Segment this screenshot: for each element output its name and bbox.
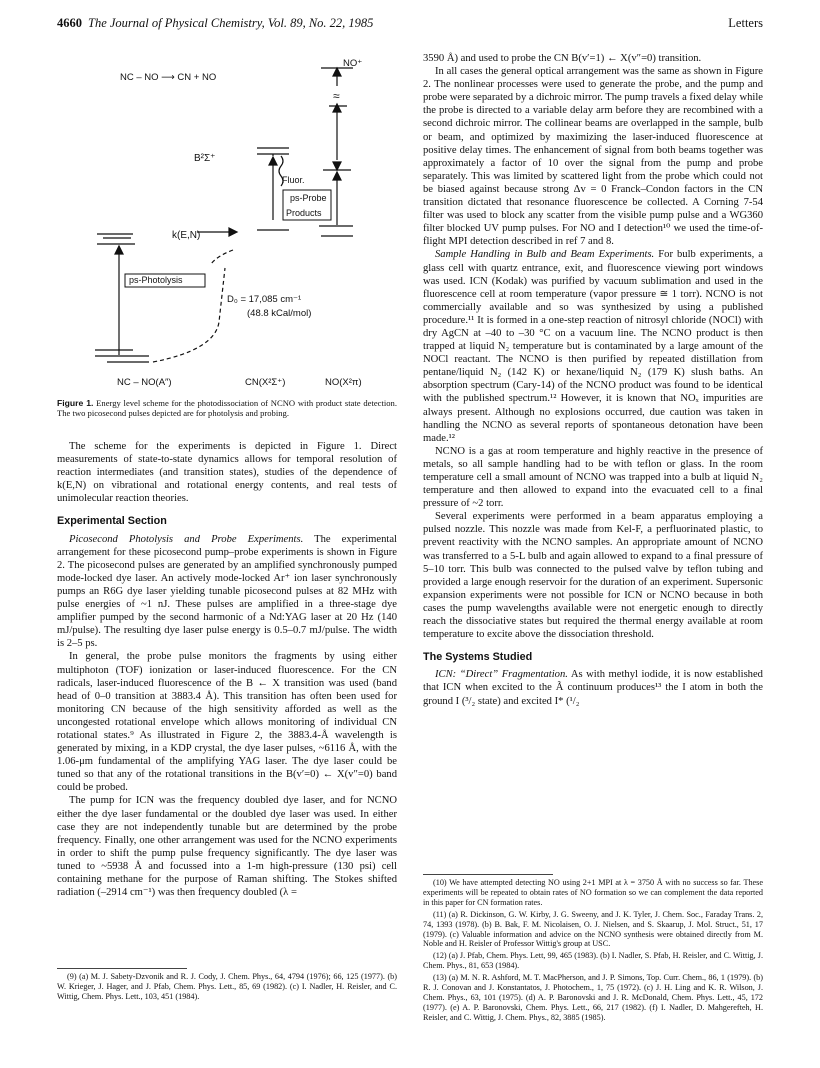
reaction-label: NC – NO ⟶ CN + NO [120,72,217,83]
section-heading-experimental: Experimental Section [57,515,167,528]
arrow-up-icon [333,68,341,76]
paragraph: The scheme for the experiments is depicted in Figure 1. Direct measurements of state-to-state dynamics allows for temporal resolution of reaction intermediates (and transition states), studies of the dependence of k(E,N) on vibrational and rotational energy contents, and real tests of unimolecular reaction theories. [57,441,397,505]
footnote: (13) (a) M. N. R. Ashford, M. T. MacPherson, and J. P. Simons, Top. Curr. Chem., 86, 1 (1979). (b) R. J. Conovan and J. Konstantatos, J. Photochem., 1, 75 (1972). (c) J. H. Ling and K. R. Wilson, J. Chem. Phys., 63, 101 (1975). (d) A. P. Baronovski and J. R. McDonald, Chem. Phys. Lett., 45, 172 (1977). (e) A. P. Baronovski, Chem. Phys. Lett., 66, 217 (1982). (f) I. Nadler, D. Mahgerefteh, H. Reisler, and C. Wittig, J. Chem. Phys., 82, 3885 (1985). [423,973,763,1022]
axis-break-symbol: ≈ [333,89,340,103]
journal-name: The Journal of Physical Chemistry, Vol. 89, No. 22, 1985 [88,16,374,30]
footnotes-left [57,972,397,1004]
fluor-label: Fluor. [282,175,305,185]
caption-text: Energy level scheme for the photodissociation of NCNO with product state detection. The two picosecond pulses depicted are for photolysis and probing. [57,398,397,419]
paragraph: ICN: “Direct” Fragmentation. As with methyl iodide, it is now established that ICN when excited to the Ã continuum produces¹³ the I atom in both the ground I (³/₂ state) and excited I* (¹/₂ [423,669,763,707]
subsection-title: ICN: “Direct” Fragmentation. [435,669,568,681]
journal-citation [57,16,373,31]
paragraph: Picosecond Photolysis and Probe Experiments. The experimental arrangement for these picosecond pump–probe experiments is shown in Figure 2. The picosecond pulses are generated by an amplified synchronously pumped mode-locked dye laser. An actively mode-locked Ar⁺ ion laser synchronously pumps an R6G dye laser yielding tunable picosecond pulses at 82 MHz with pulse energies of ~1 nJ. These pulses are amplified in a three-stage dye amplifier pumped by the second harmonic of a Nd:YAG laser at 20 Hz (140 mJ/pulse). The resulting dye laser pulse energy is 0.5–0.7 mJ/pulse. The width is 2–5 ps. [57,533,397,650]
b-state-label: B²Σ⁺ [194,153,216,164]
d0-label: D₀ = 17,085 cm⁻¹ [227,294,302,305]
section-label: Letters [728,16,763,30]
section-heading-systems: The Systems Studied [423,651,533,664]
fluorescence-squiggle [279,156,283,186]
footnote: (11) (a) R. Dickinson, G. W. Kirby, J. G. Sweeny, and J. K. Tyler, J. Chem. Soc., Faraday Trans. 2, 74, 1393 (1978). (b) B. Bak, F. M. Nicolaisen, O. J. Nielsen, and S. Skaarup, J. Mol. Struct., 51, 17 (1979). (c) Valuable information and advice on the NCNO synthesis were obtained directly from M. Noble and H. Reisler of Professor Wittig's group at USC. [423,909,763,949]
k-label: k(E,N) [172,230,201,241]
ps-probe-label: ps-Probe [290,193,327,203]
footnotes-right [423,878,763,1025]
products-label: Products [286,208,322,218]
page-number: 4660 [57,16,82,30]
paragraph: In general, the probe pulse monitors the fragments by using either multiphoton (TOF) ionization or laser-induced fluorescence. For the CN radicals, laser-induced fluorescence of the B ← X transition was used (band head of 0–0 transition at 3883.4 Å). This transition has often been used for monitoring CN because of the high sensitivity afforded as well as the uncongested rotational envelope which allows monitoring of individual CN rotational states.⁹ As illustrated in Figure 2, the 3883.4-Å wavelength is generated by mixing, in a KDP crystal, the dye laser pulses, ~6116 Å, with the 1.06-μm fundamental of the amplifying YAG laser. The dye laser could be tuned so that any of the rotational transitions in the B(v′=0) ← X(v″=0) band could be probed. [57,651,397,794]
figure-caption [57,398,397,418]
paragraph: NCNO is a gas at room temperature and highly reactive in the presence of metals, so all sample handling had to be with teflon or glass. In the room temperature cell a small amount of NCNO was trapped into a bulb at liquid N₂ temperature and then allowed to expand into the evacuated cell to a final pressure of ~2 torr. [423,445,763,510]
energy-level-diagram [57,50,397,395]
caption-label: Figure 1. [57,398,94,408]
paragraph: The pump for ICN was the frequency doubled dye laser, and for NCNO either the dye laser fundamental or the doubled dye laser was used. In either case they are not independently tunable but are determined by the probe frequency. Finally, one other arrangement was used for the NCNO experiments in order to shift the pump pulse frequency significantly. The dye laser was tuned to ~5938 Å and focussed into a 1-m high-pressure (130 psi) cell containing methane for the purpose of Raman shifting. The Stokes shifted radiation (–2914 cm⁻¹) was then frequency doubled (λ = [57,795,397,899]
right-column [423,52,763,708]
state-label-cn: CN(X²Σ⁺) [245,377,286,388]
subsection-title: Picosecond Photolysis and Probe Experiments. [69,533,304,545]
footnote: (12) (a) J. Pfab, Chem. Phys. Lett, 99, 465 (1983). (b) I. Nadler, S. Pfab, H. Reisler, and C. Wittig, J. Chem. Phys., 81, 653 (1984). [423,951,763,971]
footnote-rule [57,968,187,969]
state-label-no: NO(X²π) [325,377,362,388]
footnote-rule [423,874,553,875]
no-plus-label: NO⁺ [343,58,363,69]
paragraph: Sample Handling in Bulb and Beam Experiments. For bulb experiments, a glass cell with quartz entrance, exit, and fluorescence viewing port windows was used. ICN (Kodak) was purified by vacuum sublimation and used in the fluorescence cell at room temperature (vapor pressure ≅ 1 torr). NCNO is not commercially available and so was synthesized by using a published procedure.¹¹ It is formed in a one-step reaction of nitrosyl chloride (NOCl) with dry AgCN at –40 to –30 °C on a vacuum line. The NCNO product is then trapped at liquid N₂ temperature but is contaminated by a large amount of the NOCl reactant. The NCNO is then purified by repeated distillation from pentane/liquid N₂ (142 K) or hexane/liquid N₂ (179 K) slush baths. An absorption spectrum (Cary-14) of the NCNO product was found to be identical with the published spectrum.¹² However, it is known that NOₓ impurities are always present. Although no explosions occurred, due caution was taken in handling the NCNO as several reports of spontaneous detonation have been made.¹² [423,249,763,444]
d0-kcal-label: (48.8 kCal/mol) [247,308,312,319]
ps-photolysis-label: ps-Photolysis [129,275,183,285]
paragraph: Several experiments were performed in a beam apparatus employing a pulsed nozzle. This nozzle was made from Kel-F, a perfluorinated plastic, to prevent reactivity with the NCNO samples. An appropriate amount of NCNO was transferred to a 5-L bulb and again allowed to expand to a final pressure of 5–10 torr. This bulb was connected to the pulsed valve by teflon tubing and provided a large enough reservoir for the duration of an experiment. Supersonic expansion experiments were not possible for ICN or NCNO because in both cases the pump wavelengths available were not energetic enough to directly reach the dissociative states but required the thermal energy available at room temperature to excite above the dissociation threshold. [423,511,763,641]
state-label-ncno: NC – NO(A″) [117,377,172,388]
running-header [57,16,763,34]
footnote: (10) We have attempted detecting NO using 2+1 MPI at λ = 3750 Å with no success so far. These experiments will be repeated to obtain rates of NO formation so we can complement the data reported in this paper for CN formation rates. [423,878,763,907]
left-column [57,440,397,899]
paragraph: In all cases the general optical arrangement was the same as shown in Figure 2. The nonlinear processes were used to generate the probe, and the pump and probe were separated by a dichroic mirror. The pump travels a fixed delay while the probe is directed to a variable delay arm before they are recombined with a second dichroic mirror. The collinear beams are overlapped in the sample, bulb or beam, and optimized by maximizing the laser-induced fluorescence at positive delay times. The enhancement of signal from both beams together was approximately a factor of 10 over the signal from the pump and probe separately. This was limited by scattered light from the probe which could not be biased against because strong Δv = 0 Franck–Condon factors in the CN transition dictated that resonance fluorescence be collected. A Corning 7-54 filter was used to block any scatter from the visible pump pulse and a WG360 filter blocked UV pump pulses. For NO and I detection¹⁰ we used the time-of-flight MPI detection described in ref 7 and 8. [423,66,763,248]
footnote: (9) (a) M. J. Sabety-Dzvonik and R. J. Cody, J. Chem. Phys., 64, 4794 (1976); 66, 125 (1977). (b) W. Krieger, J. Hager, and J. Pfab, Chem. Phys. Lett., 85, 69 (1982). (c) I. Nadler, H. Reisler, and C. Wittig, Chem. Phys. Lett., 103, 451 (1984). [57,972,397,1001]
paragraph: 3590 Å) and used to probe the CN B(v′=1) ← X(v″=0) transition. [423,53,702,64]
subsection-title: Sample Handling in Bulb and Beam Experiments. [435,249,655,261]
